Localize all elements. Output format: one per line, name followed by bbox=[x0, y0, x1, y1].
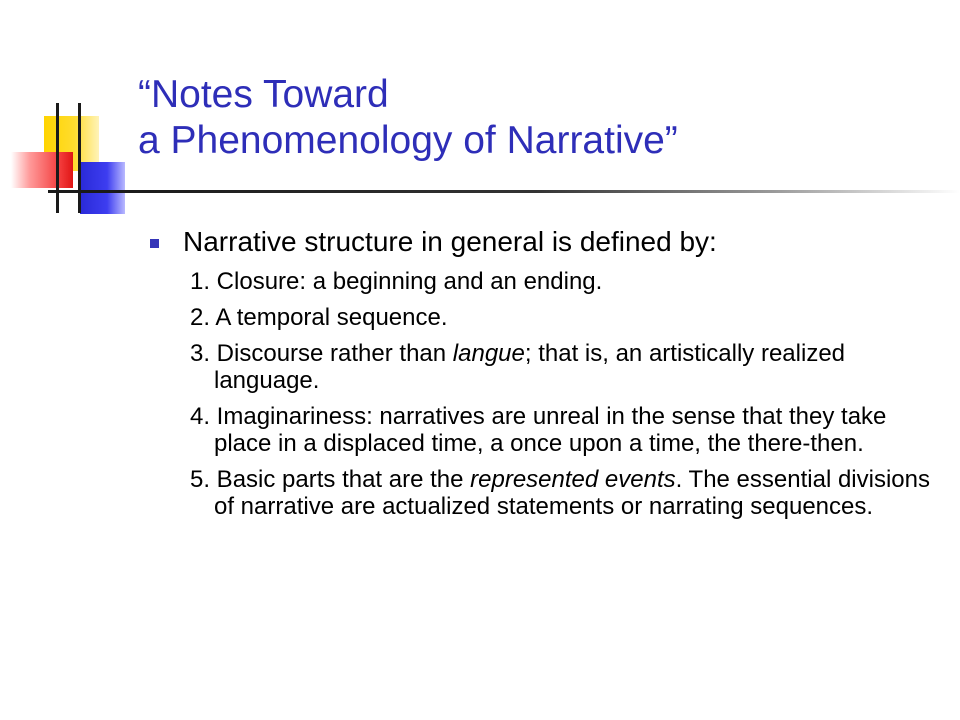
item-text: 1. Closure: a beginning and an ending. bbox=[190, 268, 603, 295]
item-emphasis: represented events bbox=[470, 466, 676, 493]
item-text: ; that is, an artistically realized language. bbox=[214, 340, 846, 394]
list-item bbox=[190, 466, 930, 520]
red-square-decoration bbox=[11, 152, 73, 188]
list-item bbox=[190, 304, 930, 331]
item-text: 4. Imaginariness: narratives are unreal in the sense that they take place in a displaced time, a once upon a time, the there-then. bbox=[190, 403, 887, 457]
square-bullet-icon bbox=[150, 239, 159, 248]
title-underline bbox=[112, 190, 960, 193]
slide-body bbox=[150, 224, 930, 529]
corner-decoration bbox=[0, 0, 140, 220]
item-text: . The essential divisions of narrative are actualized statements or narrating sequences. bbox=[214, 466, 930, 520]
item-emphasis: langue bbox=[452, 340, 525, 367]
vertical-rule-decoration bbox=[78, 103, 81, 213]
title-line: a Phenomenology of Narrative” bbox=[138, 119, 678, 162]
item-text: 5. Basic parts that are the bbox=[190, 466, 471, 493]
blue-square-decoration bbox=[80, 162, 125, 214]
list-item bbox=[190, 268, 930, 295]
numbered-list bbox=[150, 268, 930, 520]
bullet-text: Narrative structure in general is defined by: bbox=[183, 226, 717, 257]
item-text: 3. Discourse rather than bbox=[190, 340, 453, 367]
bullet-point bbox=[150, 224, 930, 260]
vertical-rule-decoration bbox=[56, 103, 59, 213]
list-item bbox=[190, 340, 930, 394]
slide-title bbox=[138, 72, 938, 164]
item-text: 2. A temporal sequence. bbox=[190, 304, 448, 331]
list-item bbox=[190, 403, 930, 457]
title-line: “Notes Toward bbox=[138, 73, 389, 116]
